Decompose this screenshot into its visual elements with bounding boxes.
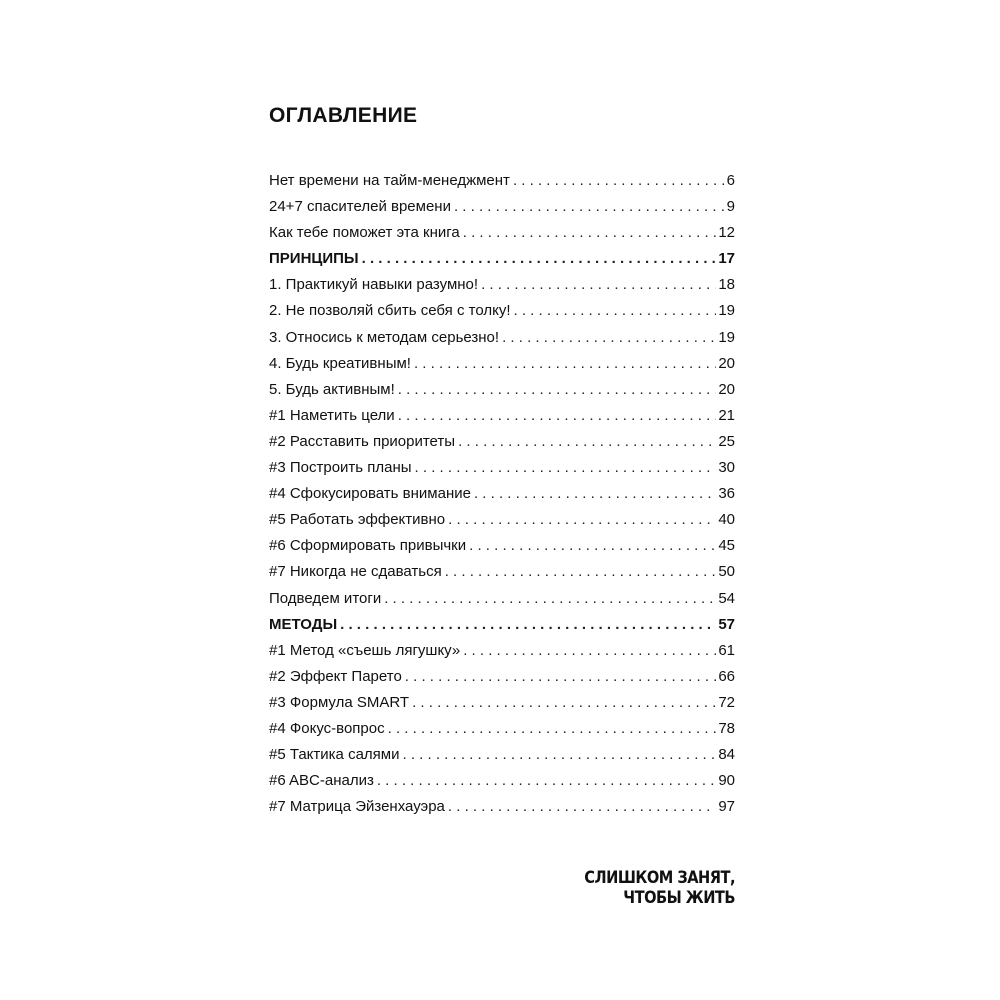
toc-page-number: 54 [718, 589, 735, 607]
toc-entry-title: #2 Эффект Парето [269, 667, 402, 685]
toc-entry-row [269, 351, 735, 377]
toc-page-number: 84 [718, 746, 735, 764]
toc-page-number: 61 [718, 641, 735, 659]
toc-page-number: 19 [718, 328, 735, 346]
toc-page-number: 66 [718, 667, 735, 685]
toc-entry-title: 1. Практикуй навыки разумно! [269, 276, 479, 294]
toc-dot-leader [388, 716, 717, 742]
toc-dot-leader [414, 351, 716, 377]
toc-dot-leader [454, 194, 725, 220]
toc-dot-leader [448, 794, 716, 820]
toc-dot-leader [502, 325, 716, 351]
toc-dot-leader [402, 742, 716, 768]
toc-entry-title: #7 Никогда не сдаваться [269, 563, 442, 581]
toc-dot-leader [463, 638, 716, 664]
toc-entry-row [269, 664, 735, 690]
toc-entry-row [269, 768, 735, 794]
toc-entry-row [269, 377, 735, 403]
toc-entry-title: #2 Расставить приоритеты [269, 432, 456, 450]
toc-page-number: 90 [718, 772, 735, 790]
toc-page-number: 97 [718, 798, 735, 816]
toc-dot-leader [362, 246, 717, 272]
toc-page-number: 6 [726, 172, 735, 189]
toc-entry-title: 2. Не позволяй сбить себя с толку! [269, 302, 511, 320]
toc-dot-leader [415, 455, 717, 481]
toc-entry-row [269, 194, 735, 220]
toc-entry-title: 4. Будь креативным! [269, 354, 411, 372]
toc-dot-leader [384, 586, 716, 612]
toc-dot-leader [463, 220, 717, 246]
toc-heading: ОГЛАВЛЕНИЕ [269, 104, 418, 127]
toc-dot-leader [469, 533, 716, 559]
toc-entry-title: 3. Относись к методам серьезно! [269, 328, 500, 346]
toc-dot-leader [340, 612, 716, 638]
toc-entry-row [269, 220, 735, 246]
toc-entry-title: #4 Фокус-вопрос [269, 719, 385, 737]
toc-page-number: 25 [718, 432, 735, 450]
toc-page-number: 72 [718, 693, 735, 711]
toc-entry-row [269, 794, 735, 820]
toc-page-number: 40 [718, 511, 735, 529]
toc-section-row [269, 612, 735, 638]
toc-dot-leader [474, 481, 716, 507]
toc-entry-row [269, 716, 735, 742]
toc-page-number: 20 [718, 354, 735, 372]
toc-dot-leader [514, 298, 717, 324]
toc-entry-row [269, 403, 735, 429]
toc-entry-row [269, 455, 735, 481]
toc-entry-title: ПРИНЦИПЫ [269, 250, 359, 268]
toc-page-number: 9 [726, 198, 735, 216]
toc-entry-row [269, 507, 735, 533]
toc-section-row [269, 246, 735, 272]
toc-page-number: 19 [718, 302, 735, 320]
toc-entry-row [269, 429, 735, 455]
toc-entry-title: #4 Сфокусировать внимание [269, 485, 471, 503]
toc-dot-leader [458, 429, 716, 455]
toc-dot-leader [481, 272, 716, 298]
toc-entry-title: МЕТОДЫ [269, 615, 338, 633]
toc-dot-leader [412, 690, 716, 716]
toc-dot-leader [513, 168, 725, 194]
toc-dot-leader [448, 507, 716, 533]
toc-entry-row [269, 481, 735, 507]
toc-page-number: 36 [718, 485, 735, 503]
toc-entry-title: #5 Тактика салями [269, 746, 400, 764]
toc-entry-row [269, 298, 735, 324]
toc-entry-row [269, 325, 735, 351]
toc-entry-title: #6 ABC-анализ [269, 772, 374, 790]
toc-page-number: 21 [718, 406, 735, 424]
toc-entry-title: Как тебе поможет эта книга [269, 224, 460, 242]
toc-entry-title: #3 Построить планы [269, 459, 412, 477]
toc-page-number: 20 [718, 380, 735, 398]
toc-page-number: 18 [718, 276, 735, 294]
toc-dot-leader [405, 664, 717, 690]
toc-entry-row [269, 272, 735, 298]
toc-entry-row [269, 168, 735, 194]
toc-page-number: 50 [718, 563, 735, 581]
toc-page-number: 17 [718, 250, 735, 268]
toc-entry-row [269, 559, 735, 585]
toc-entry-title: 5. Будь активным! [269, 380, 395, 398]
toc-entry-row [269, 638, 735, 664]
toc-entry-row [269, 586, 735, 612]
toc-page-number: 30 [718, 459, 735, 477]
toc-entry-row [269, 742, 735, 768]
toc-page-number: 78 [718, 719, 735, 737]
table-of-contents [269, 168, 735, 820]
toc-entry-title: #5 Работать эффективно [269, 511, 446, 529]
toc-entry-title: #1 Метод «съешь лягушку» [269, 641, 461, 659]
toc-entry-row [269, 533, 735, 559]
toc-dot-leader [377, 768, 716, 794]
toc-entry-title: #6 Сформировать привычки [269, 537, 467, 555]
toc-page-number: 45 [718, 537, 735, 555]
toc-dot-leader [398, 403, 717, 429]
toc-dot-leader [398, 377, 717, 403]
toc-dot-leader [445, 559, 717, 585]
toc-entry-title: Нет времени на тайм-менеджмент [269, 172, 510, 189]
toc-entry-row [269, 690, 735, 716]
toc-entry-title: #7 Матрица Эйзенхауэра [269, 798, 445, 816]
toc-page-number: 12 [718, 224, 735, 242]
toc-entry-title: #3 Формула SMART [269, 693, 410, 711]
toc-entry-title: #1 Наметить цели [269, 406, 395, 424]
toc-entry-title: Подведем итоги [269, 589, 382, 607]
toc-page-number: 57 [718, 615, 735, 633]
running-title: СЛИШКОМ ЗАНЯТ, ЧТОБЫ ЖИТЬ [584, 868, 735, 908]
toc-entry-title: 24+7 спасителей времени [269, 198, 451, 216]
